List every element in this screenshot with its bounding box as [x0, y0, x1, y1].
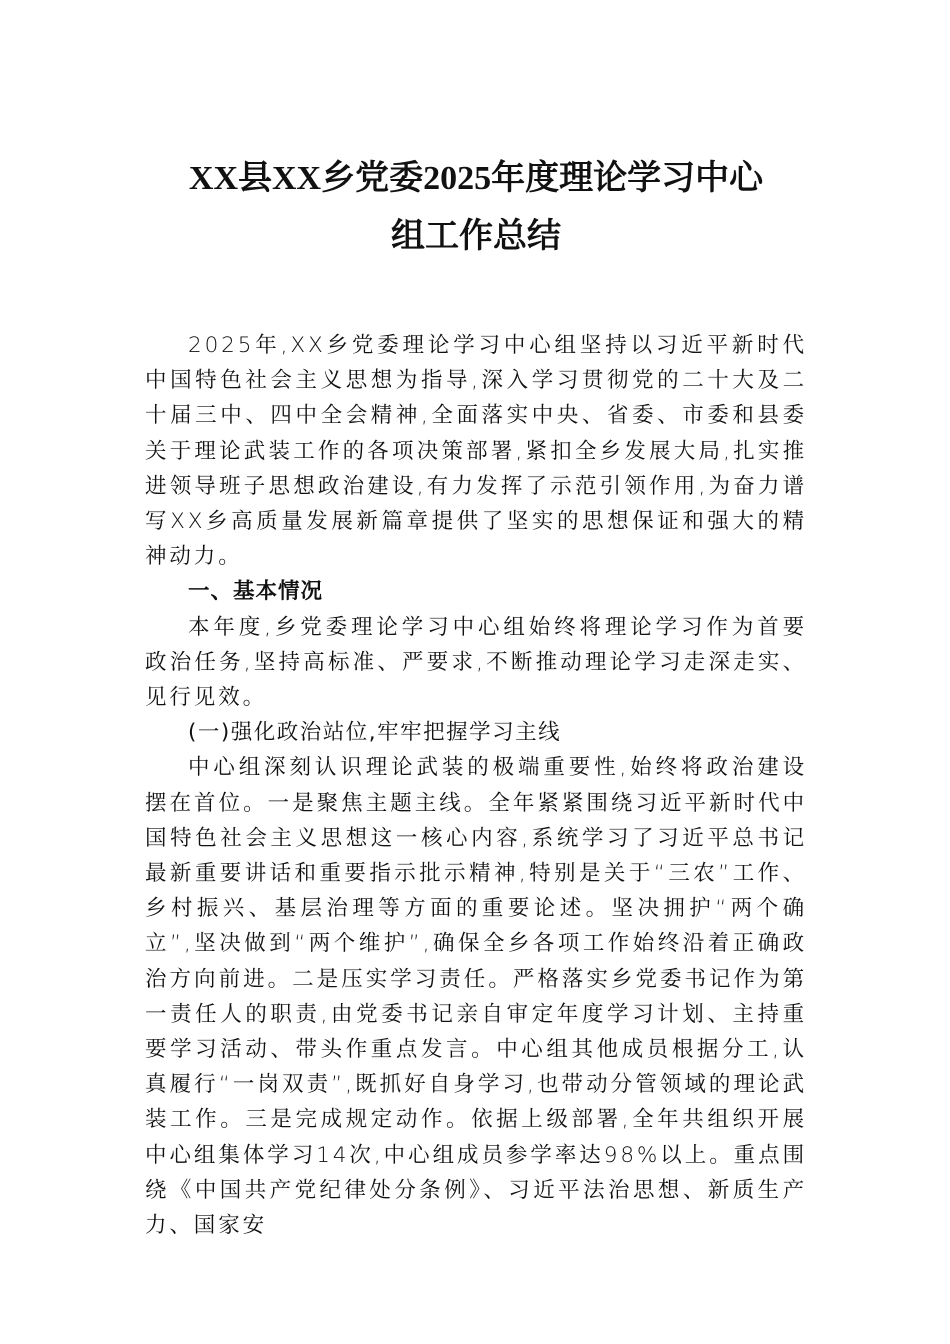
- title-line-2: 组工作总结: [391, 218, 561, 255]
- section-paragraph: 本年度,乡党委理论学习中心组始终将理论学习作为首要政治任务,坚持高标准、严要求,不断推动理论学习走深走实、见行见效。: [145, 614, 807, 711]
- document-page: [145, 150, 807, 1243]
- subsection-paragraph: 中心组深刻认识理论武装的极端重要性,始终将政治建设摆在首位。一是聚焦主题主线。全年紧紧围绕习近平新时代中国特色社会主义思想这一核心内容,系统学习了习近平总书记最新重要讲话和重要指示批示精神,特别是关于“三农”工作、乡村振兴、基层治理等方面的重要论述。坚决拥护“两个确立”,坚决做到“两个维护”,确保全乡各项工作始终沿着正确政治方向前进。二是压实学习责任。严格落实乡党委书记作为第一责任人的职责,由党委书记亲自审定年度学习计划、主持重要学习活动、带头作重点发言。中心组其他成员根据分工,认真履行“一岗双责”,既抓好自身学习,也带动分管领域的理论武装工作。三是完成规定动作。依据上级部署,全年共组织开展中心组集体学习14次,中心组成员参学率达98%以上。重点围绕《中国共产党纪律处分条例》、习近平法治思想、新质生产力、国家安: [145, 755, 807, 1239]
- document-title: [145, 150, 807, 266]
- title-line-1: XX县XX乡党委2025年度理论学习中心: [188, 160, 764, 197]
- section-heading: 一、基本情况: [188, 579, 324, 605]
- subsection-heading: (一)强化政治站位,牢牢把握学习主线: [188, 720, 562, 746]
- document-body: [145, 328, 807, 1243]
- intro-paragraph: 2025年,XX乡党委理论学习中心组坚持以习近平新时代中国特色社会主义思想为指导,深入学习贯彻党的二十大及二十届三中、四中全会精神,全面落实中央、省委、市委和县委关于理论武装工作的各项决策部署,紧扣全乡发展大局,扎实推进领导班子思想政治建设,有力发挥了示范引领作用,为奋力谱写XX乡高质量发展新篇章提供了坚实的思想保证和强大的精神动力。: [145, 333, 807, 570]
